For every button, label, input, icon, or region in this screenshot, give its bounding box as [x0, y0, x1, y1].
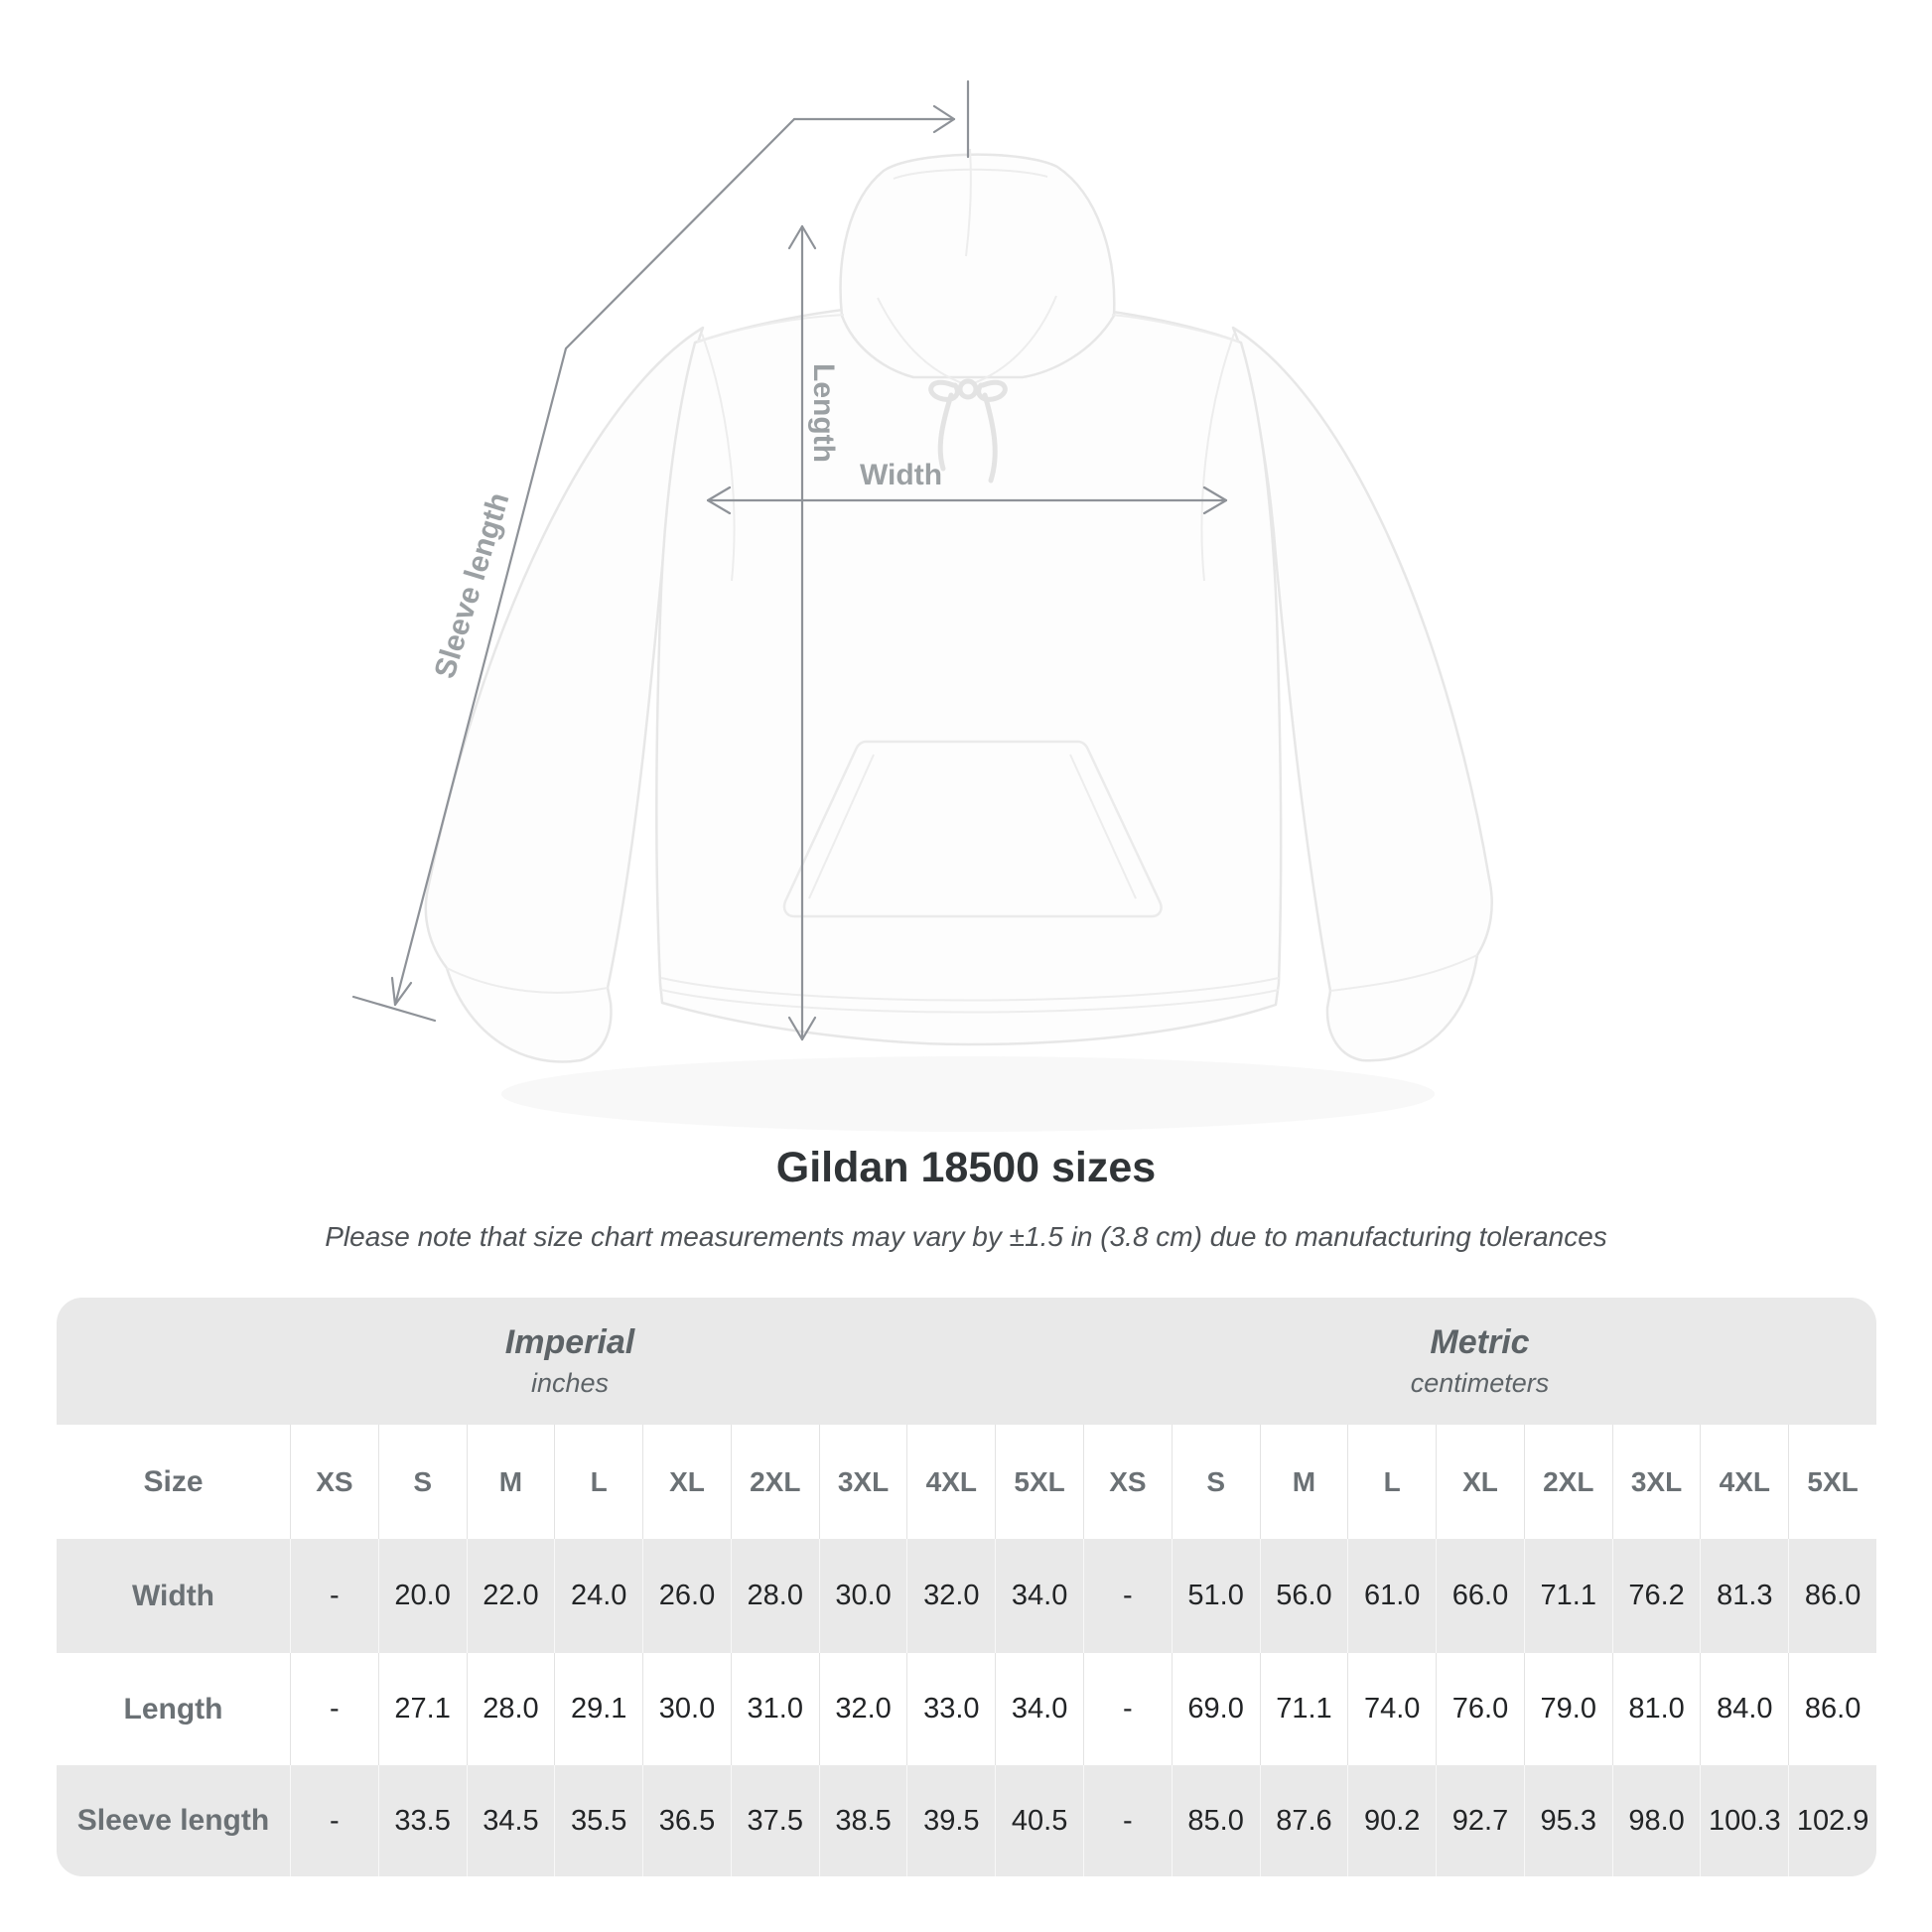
table-row — [57, 1765, 1876, 1876]
metric-value-cell: 71.1 — [1260, 1653, 1348, 1765]
imperial-value-cell: 35.5 — [554, 1765, 642, 1876]
imperial-value-cell: 27.1 — [378, 1653, 467, 1765]
imperial-value-cell: 34.5 — [467, 1765, 555, 1876]
imperial-value-cell: 20.0 — [378, 1539, 467, 1653]
imperial-value-cell: 38.5 — [819, 1765, 907, 1876]
size-table-rows — [57, 1425, 1876, 1876]
size-header-imperial: L — [554, 1425, 642, 1539]
size-header-imperial: 5XL — [995, 1425, 1083, 1539]
imperial-value-cell: 33.5 — [378, 1765, 467, 1876]
imperial-value-cell: - — [290, 1765, 378, 1876]
metric-value-cell: 87.6 — [1260, 1765, 1348, 1876]
imperial-value-cell: 22.0 — [467, 1539, 555, 1653]
imperial-value-cell: 34.0 — [995, 1653, 1083, 1765]
size-header-imperial: M — [467, 1425, 555, 1539]
size-header-metric: 2XL — [1524, 1425, 1612, 1539]
metric-value-cell: 81.0 — [1612, 1653, 1701, 1765]
metric-value-cell: - — [1083, 1653, 1172, 1765]
imperial-value-cell: - — [290, 1539, 378, 1653]
size-col-header: Size — [143, 1464, 204, 1498]
imperial-group-header — [57, 1298, 1083, 1425]
size-header-imperial: 4XL — [906, 1425, 995, 1539]
row-label: Length — [123, 1692, 223, 1725]
metric-value-cell: 79.0 — [1524, 1653, 1612, 1765]
metric-value-cell: 74.0 — [1347, 1653, 1436, 1765]
hoodie-hood — [841, 155, 1115, 377]
imperial-label: Imperial — [504, 1323, 635, 1361]
imperial-value-cell: 37.5 — [731, 1765, 819, 1876]
size-header-metric: L — [1347, 1425, 1436, 1539]
imperial-value-cell: 31.0 — [731, 1653, 819, 1765]
size-header-imperial: S — [378, 1425, 467, 1539]
unit-group-header — [57, 1298, 1876, 1425]
metric-value-cell: 86.0 — [1788, 1653, 1876, 1765]
size-header-imperial: 2XL — [731, 1425, 819, 1539]
size-header-metric: 5XL — [1788, 1425, 1876, 1539]
hoodie-shadow — [501, 1056, 1435, 1132]
metric-value-cell: 66.0 — [1436, 1539, 1524, 1653]
imperial-value-cell: 32.0 — [819, 1653, 907, 1765]
imperial-value-cell: 40.5 — [995, 1765, 1083, 1876]
length-measure-label: Length — [807, 363, 840, 463]
metric-unit-label: centimeters — [1410, 1368, 1550, 1398]
size-header-metric: 4XL — [1700, 1425, 1788, 1539]
metric-value-cell: - — [1083, 1539, 1172, 1653]
size-header-metric: 3XL — [1612, 1425, 1701, 1539]
imperial-value-cell: 33.0 — [906, 1653, 995, 1765]
imperial-value-cell: 26.0 — [642, 1539, 731, 1653]
imperial-value-cell: 30.0 — [819, 1539, 907, 1653]
imperial-unit-label: inches — [530, 1368, 610, 1398]
metric-value-cell: 102.9 — [1788, 1765, 1876, 1876]
metric-value-cell: 76.0 — [1436, 1653, 1524, 1765]
metric-value-cell: 92.7 — [1436, 1765, 1524, 1876]
metric-value-cell: 76.2 — [1612, 1539, 1701, 1653]
hoodie-body — [656, 301, 1281, 1044]
table-row — [57, 1653, 1876, 1765]
metric-value-cell: 81.3 — [1700, 1539, 1788, 1653]
metric-value-cell: 90.2 — [1347, 1765, 1436, 1876]
table-row — [57, 1539, 1876, 1653]
page-title: Gildan 18500 sizes — [775, 1144, 1157, 1191]
imperial-value-cell: 30.0 — [642, 1653, 731, 1765]
metric-value-cell: 61.0 — [1347, 1539, 1436, 1653]
metric-value-cell: 56.0 — [1260, 1539, 1348, 1653]
imperial-value-cell: 28.0 — [731, 1539, 819, 1653]
metric-value-cell: 95.3 — [1524, 1765, 1612, 1876]
size-header-metric: XL — [1436, 1425, 1524, 1539]
metric-value-cell: 98.0 — [1612, 1765, 1701, 1876]
row-label: Width — [131, 1579, 215, 1612]
imperial-value-cell: - — [290, 1653, 378, 1765]
imperial-value-cell: 34.0 — [995, 1539, 1083, 1653]
size-header-row — [57, 1425, 1876, 1539]
imperial-value-cell: 29.1 — [554, 1653, 642, 1765]
size-chart-table — [57, 1298, 1876, 1876]
metric-group-header — [1083, 1298, 1876, 1425]
size-header-imperial: XS — [290, 1425, 378, 1539]
metric-value-cell: 84.0 — [1700, 1653, 1788, 1765]
metric-value-cell: 71.1 — [1524, 1539, 1612, 1653]
imperial-value-cell: 24.0 — [554, 1539, 642, 1653]
tolerance-note: Please note that size chart measurements may vary by ±1.5 in (3.8 cm) due to manufacturing tolerances — [325, 1221, 1607, 1252]
row-label: Sleeve length — [76, 1804, 270, 1837]
width-measure-label: Width — [860, 459, 943, 491]
size-header-metric: M — [1260, 1425, 1348, 1539]
metric-value-cell: 100.3 — [1700, 1765, 1788, 1876]
size-header-imperial: XL — [642, 1425, 731, 1539]
metric-value-cell: 69.0 — [1172, 1653, 1260, 1765]
imperial-value-cell: 36.5 — [642, 1765, 731, 1876]
imperial-value-cell: 39.5 — [906, 1765, 995, 1876]
metric-value-cell: 51.0 — [1172, 1539, 1260, 1653]
size-header-metric: XS — [1083, 1425, 1172, 1539]
imperial-value-cell: 28.0 — [467, 1653, 555, 1765]
imperial-value-cell: 32.0 — [906, 1539, 995, 1653]
metric-value-cell: 85.0 — [1172, 1765, 1260, 1876]
metric-label: Metric — [1430, 1323, 1530, 1361]
sleeve-measure-label: Sleeve length — [428, 488, 516, 683]
size-header-metric: S — [1172, 1425, 1260, 1539]
size-header-imperial: 3XL — [819, 1425, 907, 1539]
metric-value-cell: - — [1083, 1765, 1172, 1876]
metric-value-cell: 86.0 — [1788, 1539, 1876, 1653]
